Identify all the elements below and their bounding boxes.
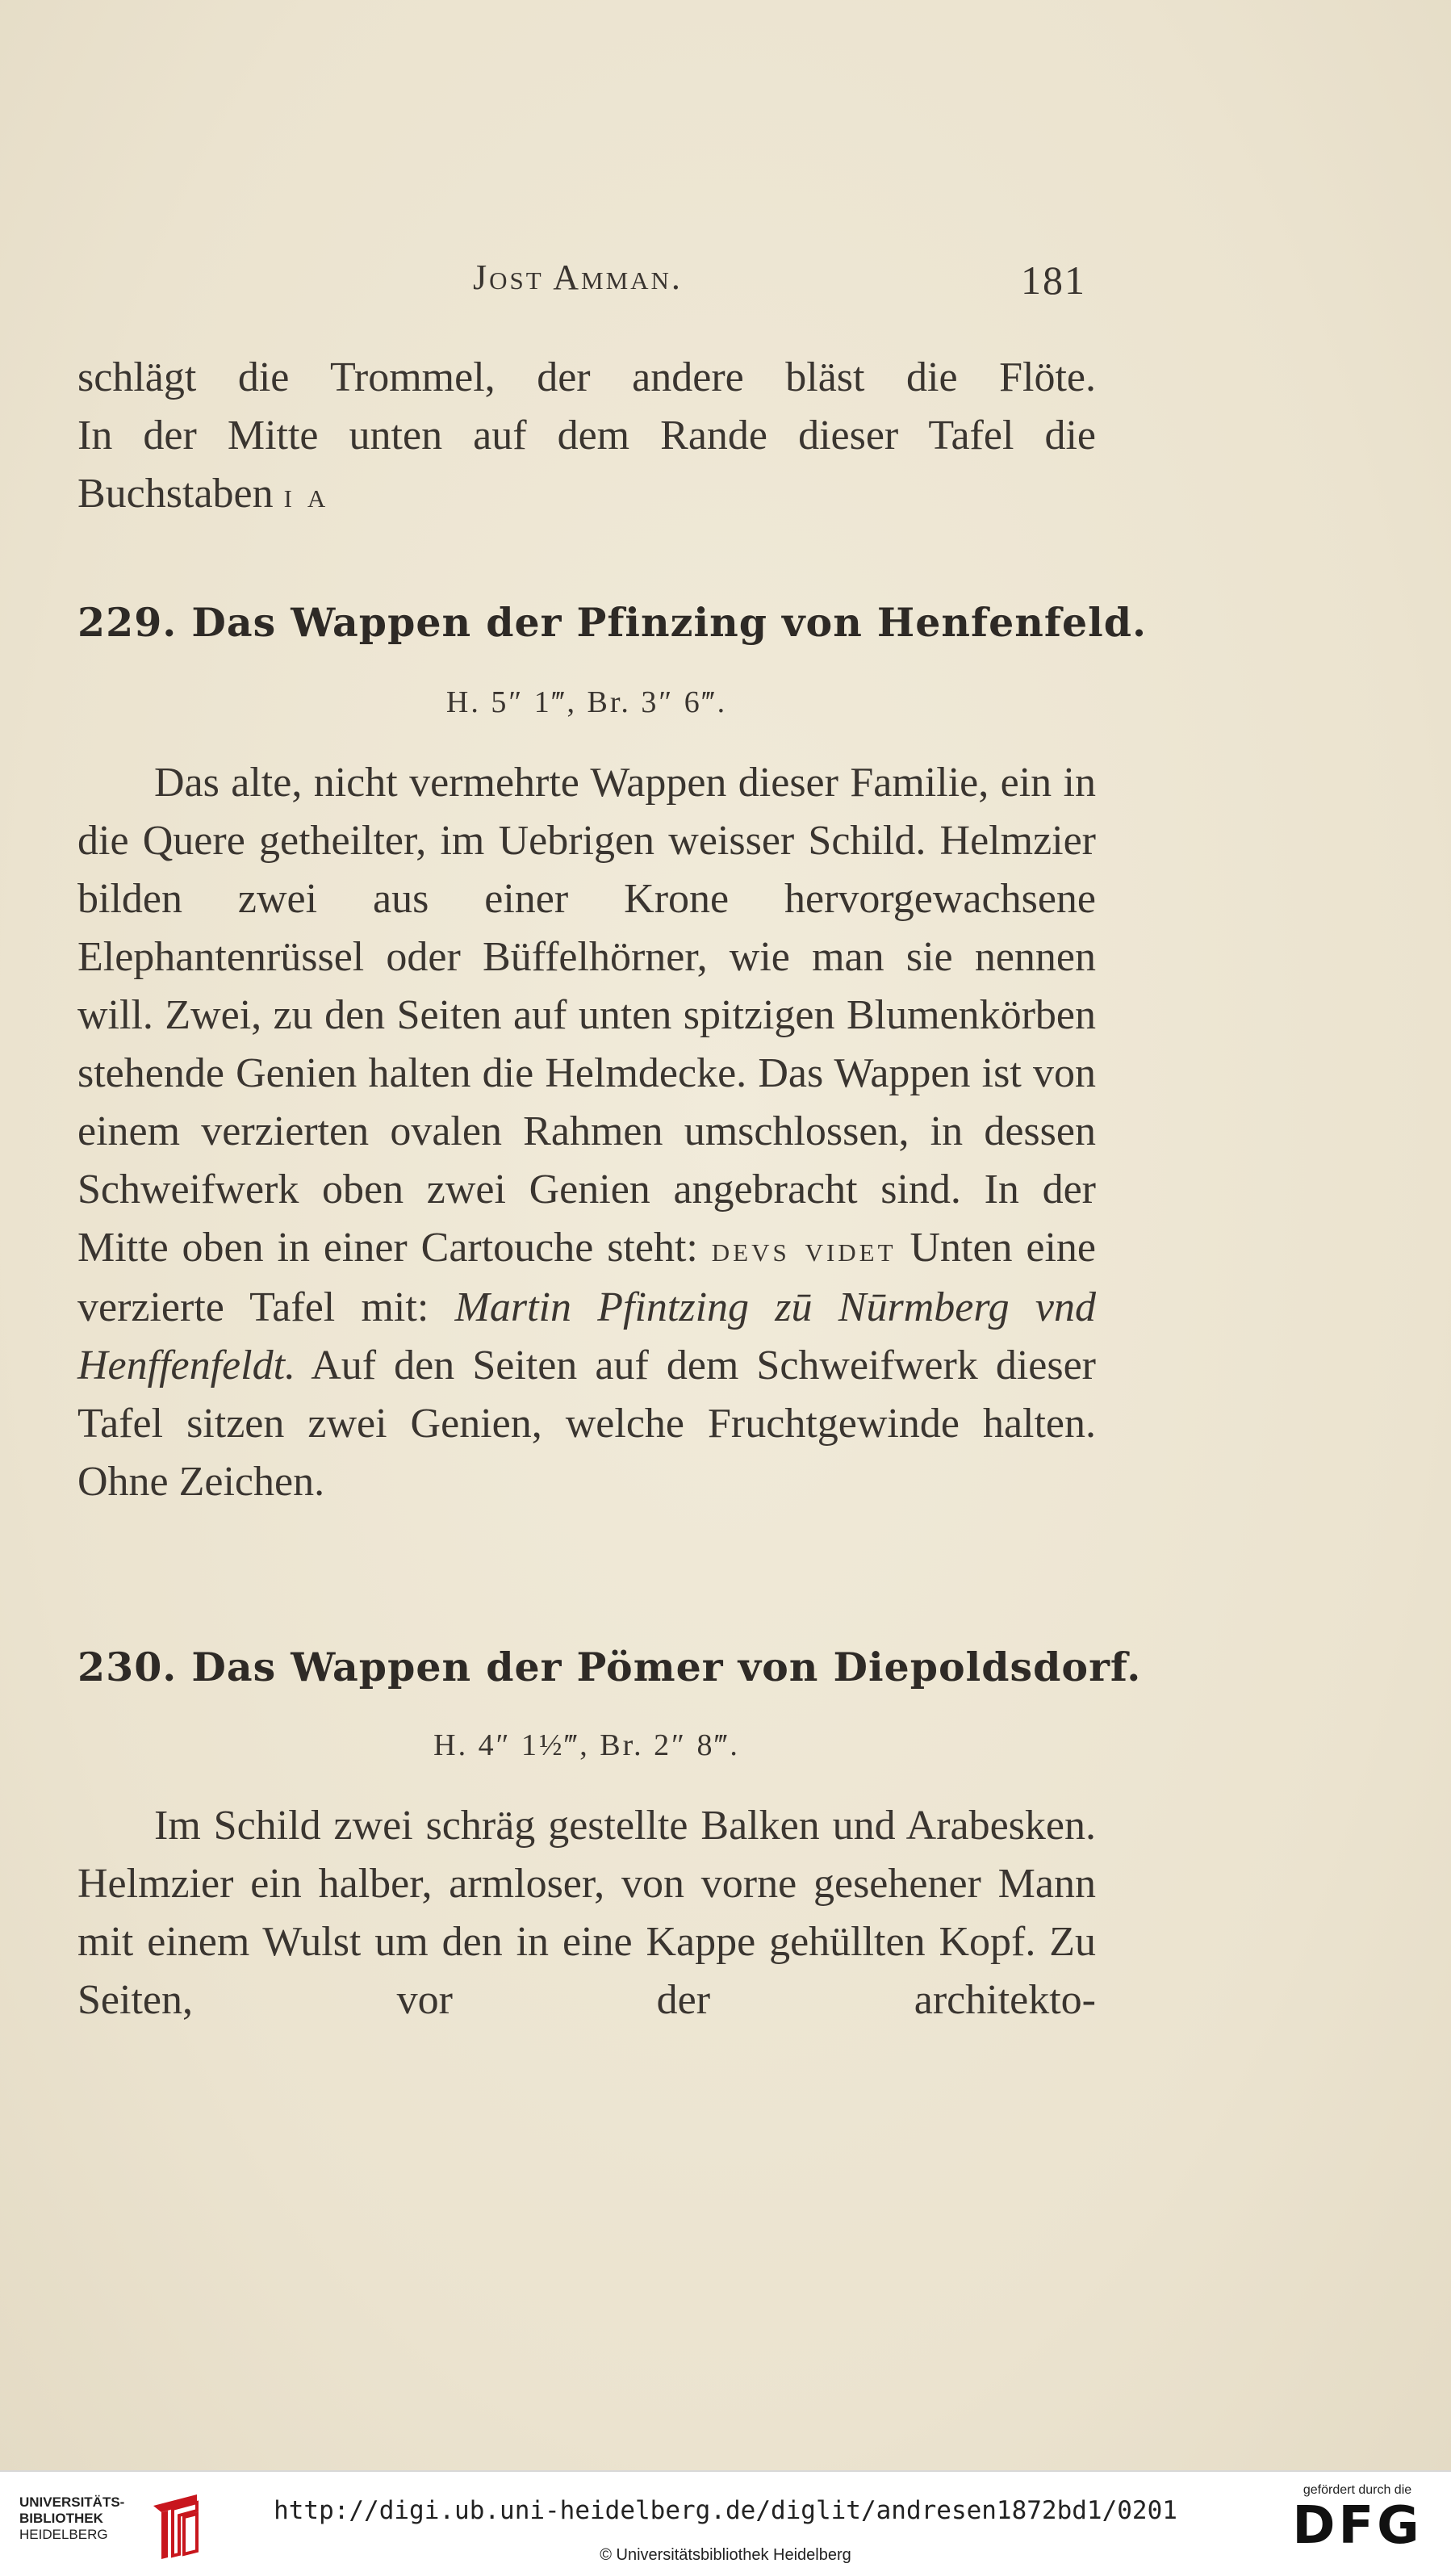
entry-230-heading: 230. Das Wappen der Pömer von Diepoldsdorf. xyxy=(77,1644,1142,1690)
page-number: 181 xyxy=(1021,258,1086,303)
funding-note: gefördert durch die xyxy=(1303,2483,1412,2497)
text-span: Auf den Seiten auf dem Schweifwerk dieser Tafel sitzen zwei Genien, welche Fruchtgewinde halten. Ohne Zeichen. xyxy=(77,1342,1096,1505)
inscription: Martin Pfintzing zū Nūrmberg vnd Henffenfeldt. xyxy=(77,1284,1096,1389)
entry-229-heading: 229. Das Wappen der Pfinzing von Henfenfeld. xyxy=(77,599,1148,646)
permalink-url[interactable]: http://digi.ub.uni-heidelberg.de/diglit/andresen1872bd1/0201 xyxy=(274,2496,1177,2525)
copyright-notice: © Universitätsbibliothek Heidelberg xyxy=(600,2546,851,2564)
paragraph xyxy=(77,754,1096,1511)
footer-bar xyxy=(0,2470,1451,2576)
entry-230-dimensions: H. 4″ 1½‴, Br. 2″ 8‴. xyxy=(433,1728,740,1762)
running-head xyxy=(77,257,1086,305)
text-span: Buchstaben xyxy=(77,471,284,517)
letters-ia: i a xyxy=(283,475,329,515)
funder-name: DFG xyxy=(1292,2496,1423,2556)
motto: devs videt xyxy=(711,1229,897,1269)
library-line: HEIDELBERG xyxy=(19,2527,108,2542)
text-line: schlägt die Trommel, der andere bläst die Flöte. xyxy=(77,354,1096,400)
dfg-logo[interactable] xyxy=(1285,2483,1430,2564)
entry-229-description xyxy=(77,754,1096,1511)
text-line xyxy=(77,465,1096,525)
text-span: Unten eine verzierte Tafel mit: xyxy=(77,1225,1097,1330)
running-title: Jost Amman. xyxy=(473,258,683,297)
entry-230-description xyxy=(77,1797,1096,2029)
entry-229-dimensions: H. 5″ 1‴, Br. 3″ 6‴. xyxy=(445,685,728,719)
library-line: BIBLIOTHEK xyxy=(19,2511,103,2526)
continued-paragraph xyxy=(77,349,1096,525)
text-span: Das alte, nicht vermehrte Wappen dieser Familie, ein in die Quere getheilter, im Uebrigen weisser Schild. Helmzier bilden zwei aus einer Krone hervorgewachsene Elephantenrüssel oder Büffelhörner, wie man sie nennen will. Zwei, zu den Seiten auf unten spitzigen Blumenkörben stehende Genien halten die Helmdecke. Das Wappen ist von einem verzierten ovalen Rahmen umschlossen, in dessen Schweifwerk oben zwei Genien angebracht sind. In der Mitte oben in einer Cartouche steht: xyxy=(77,760,1096,1271)
text-line: In der Mitte unten auf dem Rande dieser Tafel die xyxy=(77,413,1096,459)
paragraph: Im Schild zwei schräg gestellte Balken und Arabesken. Helmzier ein halber, armloser, von vorne gesehener Mann mit einem Wulst um den in eine Kappe gehüllten Kopf. Zu Seiten, vor der architekto- xyxy=(77,1803,1096,2023)
library-line: UNIVERSITÄTS- xyxy=(19,2494,125,2510)
